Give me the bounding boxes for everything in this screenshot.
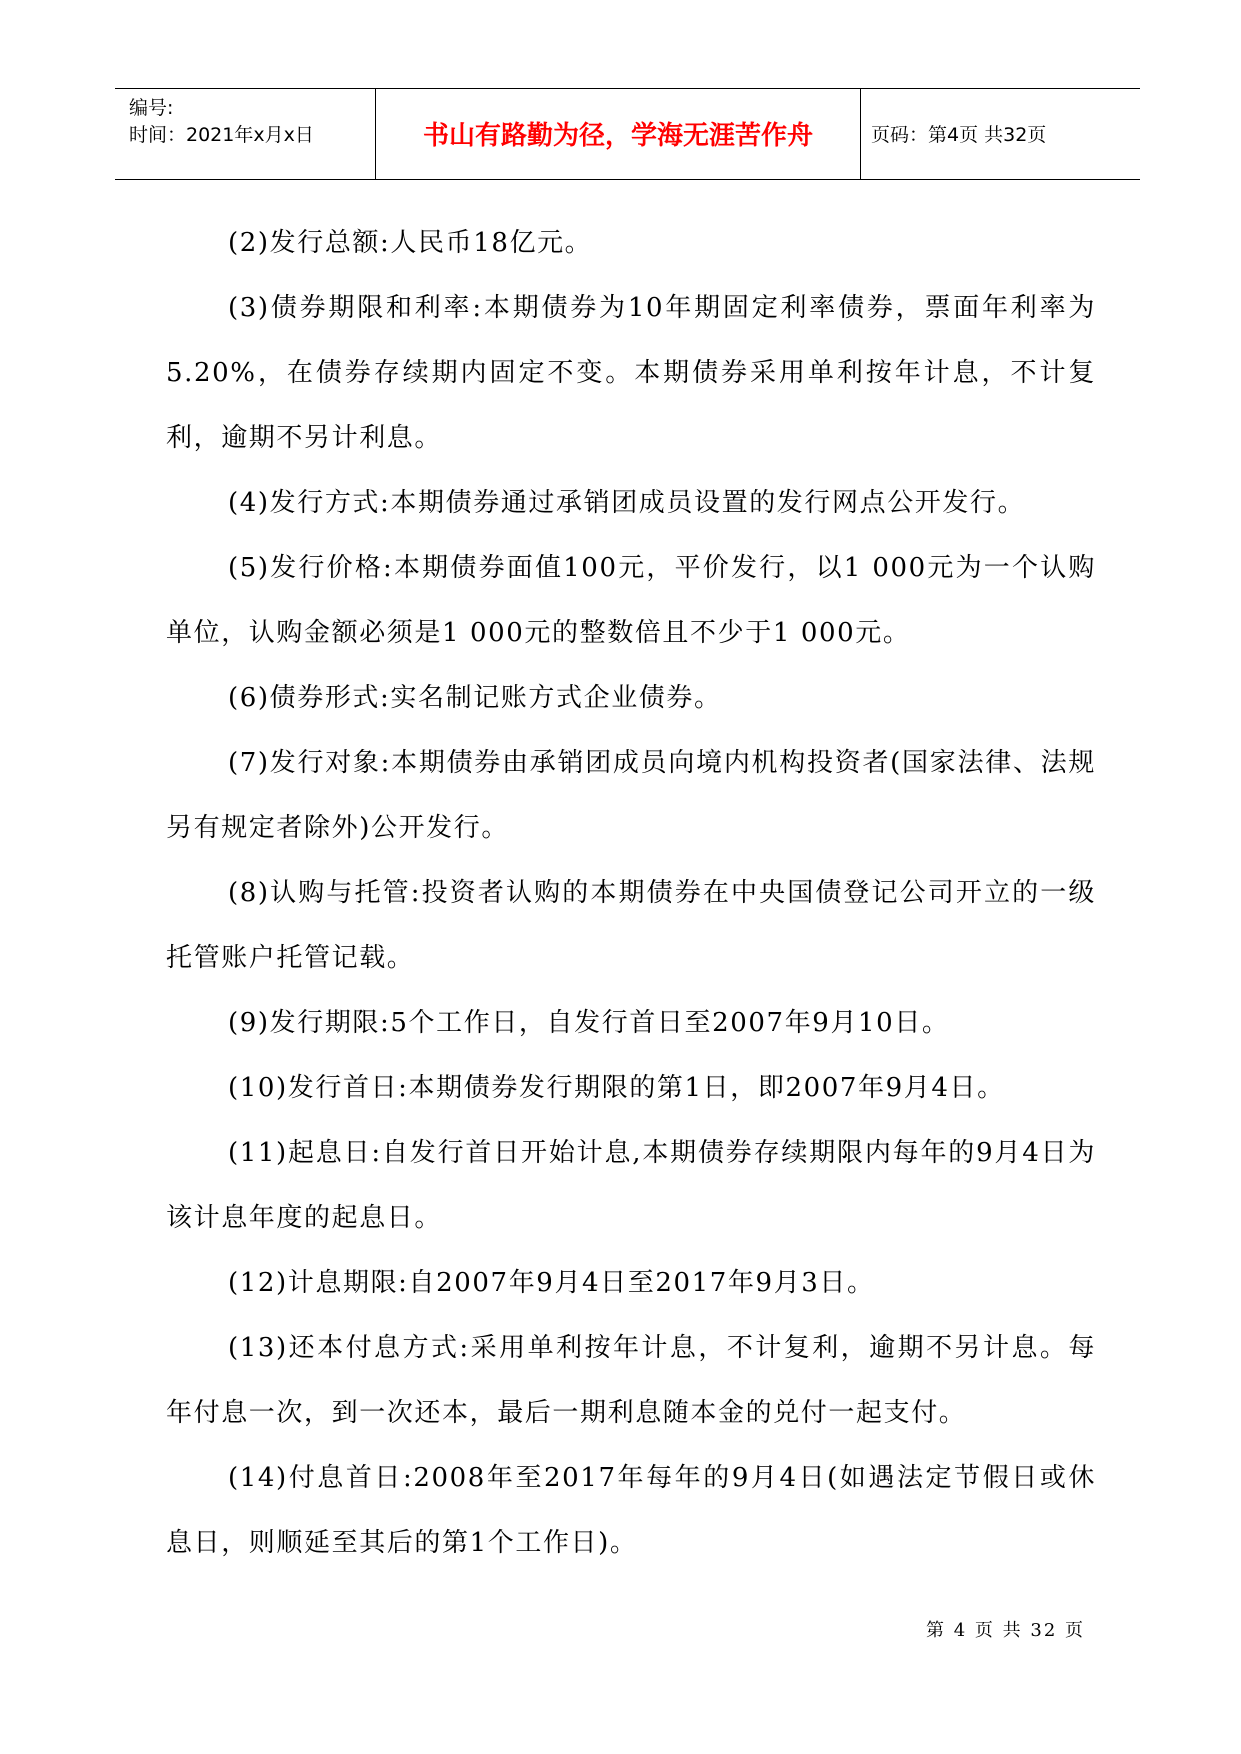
paragraph: (13)还本付息方式:采用单利按年计息，不计复利，逾期不另计息。每年付息一次，到一次还本，最后一期利息随本金的兑付一起支付。 <box>166 1333 1096 1428</box>
paragraph: (2)发行总额:人民币18亿元。 <box>228 228 593 258</box>
paragraph: (6)债券形式:实名制记账方式企业债券。 <box>228 683 722 713</box>
paragraph: (7)发行对象:本期债券由承销团成员向境内机构投资者(国家法律、法规另有规定者除外)公开发行。 <box>166 748 1096 843</box>
paragraph: (9)发行期限:5个工作日，自发行首日至2007年9月10日。 <box>228 1008 950 1038</box>
document-header <box>115 88 1140 180</box>
header-page-number: 页码：第4页 共32页 <box>871 124 1047 146</box>
paragraph: (8)认购与托管:投资者认购的本期债券在中央国债登记公司开立的一级托管账户托管记载。 <box>166 878 1096 973</box>
paragraph: (10)发行首日:本期债券发行期限的第1日，即2007年9月4日。 <box>228 1073 1005 1103</box>
header-motto: 书山有路勤为径，学海无涯苦作舟 <box>422 121 813 151</box>
paragraph: (14)付息首日:2008年至2017年每年的9月4日(如遇法定节假日或休息日，则顺延至其后的第1个工作日)。 <box>166 1463 1096 1558</box>
paragraph: (4)发行方式:本期债券通过承销团成员设置的发行网点公开发行。 <box>228 488 1026 518</box>
paragraph: (11)起息日:自发行首日开始计息,本期债券存续期限内每年的9月4日为该计息年度的起息日。 <box>166 1138 1096 1233</box>
header-info <box>129 95 314 149</box>
document-body <box>166 211 1096 1576</box>
header-divider <box>860 89 861 179</box>
paragraph: (3)债券期限和利率:本期债券为10年期固定利率债券，票面年利率为5.20%，在债券存续期内固定不变。本期债券采用单利按年计息，不计复利，逾期不另计利息。 <box>166 293 1096 453</box>
document-number-label: 编号: <box>129 97 174 119</box>
header-divider <box>375 89 376 179</box>
paragraph: (5)发行价格:本期债券面值100元，平价发行，以1 000元为一个认购单位，认购金额必须是1 000元的整数倍且不少于1 000元。 <box>166 553 1096 648</box>
paragraph: (12)计息期限:自2007年9月4日至2017年9月3日。 <box>228 1268 875 1298</box>
footer-page-number: 第 4 页 共 32 页 <box>926 1620 1085 1641</box>
document-time-label: 时间：2021年x月x日 <box>129 124 314 146</box>
